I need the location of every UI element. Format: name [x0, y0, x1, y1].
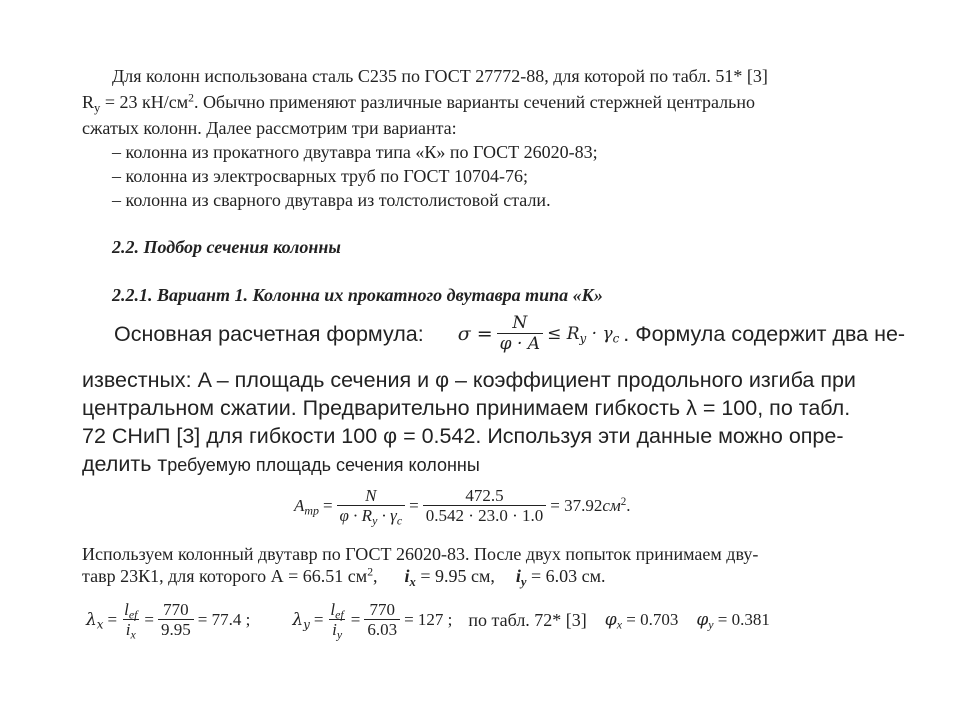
intro-line-3: сжатых колонн. Далее рассмотрим три варианта:	[82, 118, 457, 138]
lambda-y-fraction: $\frac{l_{ef}}{i_y}$	[330, 599, 344, 642]
formula-tail: . Формула содержит два не-	[623, 321, 906, 346]
phi-x: $\varphi_x = 0.703$	[604, 610, 679, 632]
intro-line-1: Для колонн использована сталь С235 по ГОСТ 27772-88, для которой по табл. 51* [3]	[112, 66, 768, 86]
option-item: – колонна из прокатного двутавра типа «К» по ГОСТ 26020-83;	[112, 142, 598, 162]
slenderness-line: $\lambda_x$ = $\frac{l_{ef}}{i_x}$ = $\frac{770}{9.95}$ = 77.4 ; $\lambda_y$ = $\frac{l_{ef}}{i_y}$ = $\frac{770}{6.03}$ = 127 ; по табл. 72* [3] $\varphi_x = 0.703$ $\varphi_y = 0.381$	[86, 599, 770, 642]
section-heading: 2.2. Подбор сечения колонны	[112, 237, 341, 257]
formula-line	[112, 309, 907, 359]
lambda-y: $\lambda_y$	[292, 610, 310, 632]
section-line-2: тавр 23К1, для которого A = 66.51 $см^2$, $i_x = 9.95$ см, $i_y = 6.03$ см.	[82, 565, 606, 589]
option-item: – колонна из сварного двутавра из толстолистовой стали.	[112, 190, 551, 210]
lambda-y-numeric: $\frac{770}{6.03}$	[364, 600, 400, 641]
subsection-heading: 2.2.1. Вариант 1. Колонна их прокатного двутавра типа «К»	[112, 285, 603, 305]
area-formula: $A_{тр}$ = $\frac{N}{\varphi \cdot R_y \cdot \gamma_c}$ = $\frac{472.5}{0.542 \cdot 23.0 \cdot 1.0}$ = $37.92см^2$.	[294, 485, 631, 528]
option-item: – колонна из электросварных труб по ГОСТ 10704-76;	[112, 166, 529, 186]
formula-text-line-2: известных: A – площадь сечения и φ – коэффициент продольного изгиба при	[82, 368, 856, 392]
table-reference: по табл. 72* [3]	[468, 609, 587, 630]
sigma-symbol: σ =	[457, 323, 493, 345]
formula-text-line-5: делить требуемую площадь сечения колонны	[82, 452, 480, 476]
lambda-x-fraction: $\frac{l_{ef}}{i_x}$	[124, 599, 138, 642]
formula-lead: Основная расчетная формула:	[114, 321, 424, 346]
lambda-x: $\lambda_x$	[86, 610, 104, 632]
formula-text-line-4: 72 СНиП [3] для гибкости 100 φ = 0.542. Используя эти данные можно опре-	[82, 424, 844, 448]
stress-fraction: $\frac{N}{\varphi \cdot A}$	[497, 314, 543, 355]
area-fraction-numeric: $\frac{472.5}{0.542 \cdot 23.0 \cdot 1.0}$	[423, 486, 547, 527]
formula-text-line-3: центральном сжатии. Предварительно принимаем гибкость λ = 100, по табл.	[82, 396, 851, 420]
area-fraction-symbolic: $\frac{N}{\varphi \cdot R_y \cdot \gamma_c}$	[337, 486, 406, 527]
phi-y: $\varphi_y = 0.381$	[696, 610, 770, 632]
section-line-1: Используем колонный двутавр по ГОСТ 26020-83. После двух попыток принимаем дву-	[82, 544, 759, 564]
area-result: = $37.92см^2$.	[550, 495, 631, 515]
design-resistance: ≤ $R_y \cdot \gamma_c$	[547, 324, 620, 346]
area-symbol: $A_{тр}$	[294, 496, 319, 518]
intro-line-2: $R_y = 23$ $кН/см^2$. Обычно применяют различные варианты сечений стержней центрально	[82, 91, 755, 115]
lambda-x-numeric: $\frac{770}{9.95}$	[158, 600, 194, 641]
